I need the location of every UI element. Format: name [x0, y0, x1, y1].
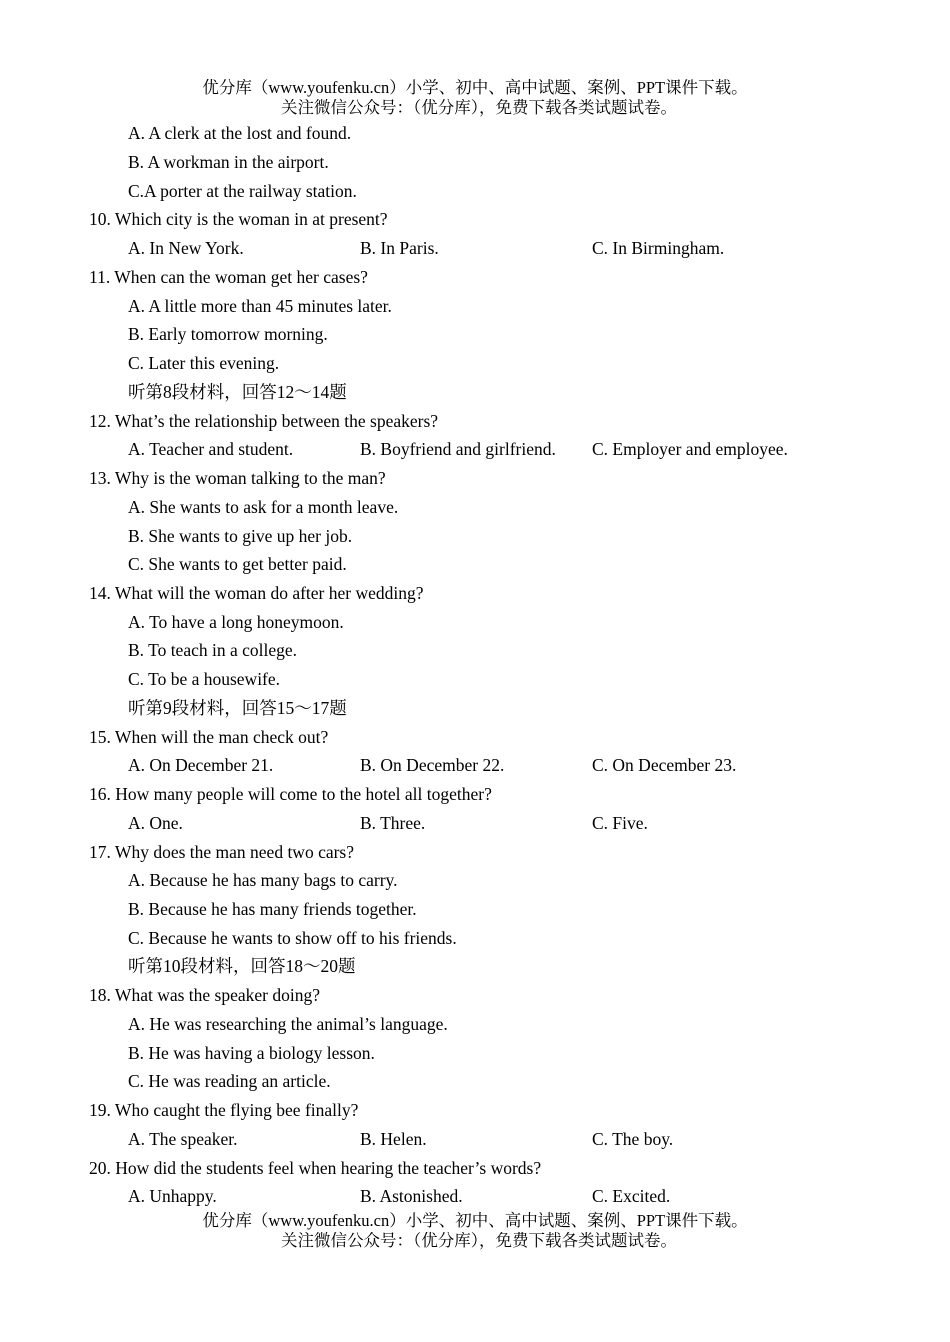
- section-9-heading: 听第9段材料，回答15～17题: [128, 698, 347, 718]
- q20-option-b: B. Astonished.: [360, 1186, 463, 1206]
- q13-text: 13. Why is the woman talking to the man?: [89, 468, 386, 488]
- q19-option-b: B. Helen.: [360, 1129, 427, 1149]
- section-10-heading: 听第10段材料，回答18～20题: [128, 956, 356, 976]
- q17-text: 17. Why does the man need two cars?: [89, 842, 355, 862]
- q14-option-b: B. To teach in a college.: [128, 640, 298, 660]
- q12-text: 12. What’s the relationship between the speakers?: [89, 411, 439, 431]
- q18-option-c: C. He was reading an article.: [128, 1071, 331, 1091]
- q12-option-c: C. Employer and employee.: [592, 439, 788, 459]
- section-8-heading: 听第8段材料，回答12～14题: [128, 382, 347, 402]
- q14-option-c: C. To be a housewife.: [128, 669, 281, 689]
- q13-option-b: B. She wants to give up her job.: [128, 526, 353, 546]
- q13-option-a: A. She wants to ask for a month leave.: [128, 497, 399, 517]
- q14-text: 14. What will the woman do after her wedding?: [89, 583, 424, 603]
- q9-option-a: A. A clerk at the lost and found.: [128, 123, 352, 143]
- q18-option-b: B. He was having a biology lesson.: [128, 1043, 375, 1063]
- q11-option-a: A. A little more than 45 minutes later.: [128, 296, 392, 316]
- q17-option-a: A. Because he has many bags to carry.: [128, 870, 398, 890]
- q15-text: 15. When will the man check out?: [89, 727, 329, 747]
- q19-option-c: C. The boy.: [592, 1129, 674, 1149]
- q15-option-c: C. On December 23.: [592, 755, 737, 775]
- q18-option-a: A. He was researching the animal’s language.: [128, 1014, 448, 1034]
- q13-option-c: C. She wants to get better paid.: [128, 554, 347, 574]
- footer-line-1: 优分库（www.youfenku.cn）小学、初中、高中试题、案例、PPT课件下载。: [202, 1211, 748, 1230]
- q15-option-a: A. On December 21.: [128, 755, 274, 775]
- q17-option-c: C. Because he wants to show off to his friends.: [128, 928, 457, 948]
- q16-option-c: C. Five.: [592, 813, 648, 833]
- q12-option-b: B. Boyfriend and girlfriend.: [360, 439, 556, 459]
- q17-option-b: B. Because he has many friends together.: [128, 899, 417, 919]
- q18-text: 18. What was the speaker doing?: [89, 985, 320, 1005]
- q16-option-b: B. Three.: [360, 813, 426, 833]
- q15-option-b: B. On December 22.: [360, 755, 505, 775]
- q19-option-a: A. The speaker.: [128, 1129, 238, 1149]
- q9-option-b: B. A workman in the airport.: [128, 152, 329, 172]
- q19-text: 19. Who caught the flying bee finally?: [89, 1100, 359, 1120]
- header-line-1: 优分库（www.youfenku.cn）小学、初中、高中试题、案例、PPT课件下载。: [202, 78, 748, 97]
- q12-option-a: A. Teacher and student.: [128, 439, 294, 459]
- q10-option-b: B. In Paris.: [360, 238, 439, 258]
- q11-option-b: B. Early tomorrow morning.: [128, 324, 328, 344]
- q20-option-c: C. Excited.: [592, 1186, 671, 1206]
- q20-option-a: A. Unhappy.: [128, 1186, 217, 1206]
- page-footer: [0, 1211, 950, 1251]
- q10-option-c: C. In Birmingham.: [592, 238, 725, 258]
- q20-text: 20. How did the students feel when hearing the teacher’s words?: [89, 1158, 542, 1178]
- q11-option-c: C. Later this evening.: [128, 353, 280, 373]
- q16-text: 16. How many people will come to the hotel all together?: [89, 784, 492, 804]
- q16-option-a: A. One.: [128, 813, 183, 833]
- page-header: [0, 78, 950, 118]
- q10-text: 10. Which city is the woman in at present?: [89, 209, 388, 229]
- q11-text: 11. When can the woman get her cases?: [89, 267, 368, 287]
- header-line-2: 关注微信公众号：（优分库），免费下载各类试题试卷。: [281, 98, 677, 117]
- q10-option-a: A. In New York.: [128, 238, 244, 258]
- q9-option-c: C.A porter at the railway station.: [128, 181, 357, 201]
- footer-line-2: 关注微信公众号：（优分库），免费下载各类试题试卷。: [281, 1231, 677, 1250]
- q14-option-a: A. To have a long honeymoon.: [128, 612, 344, 632]
